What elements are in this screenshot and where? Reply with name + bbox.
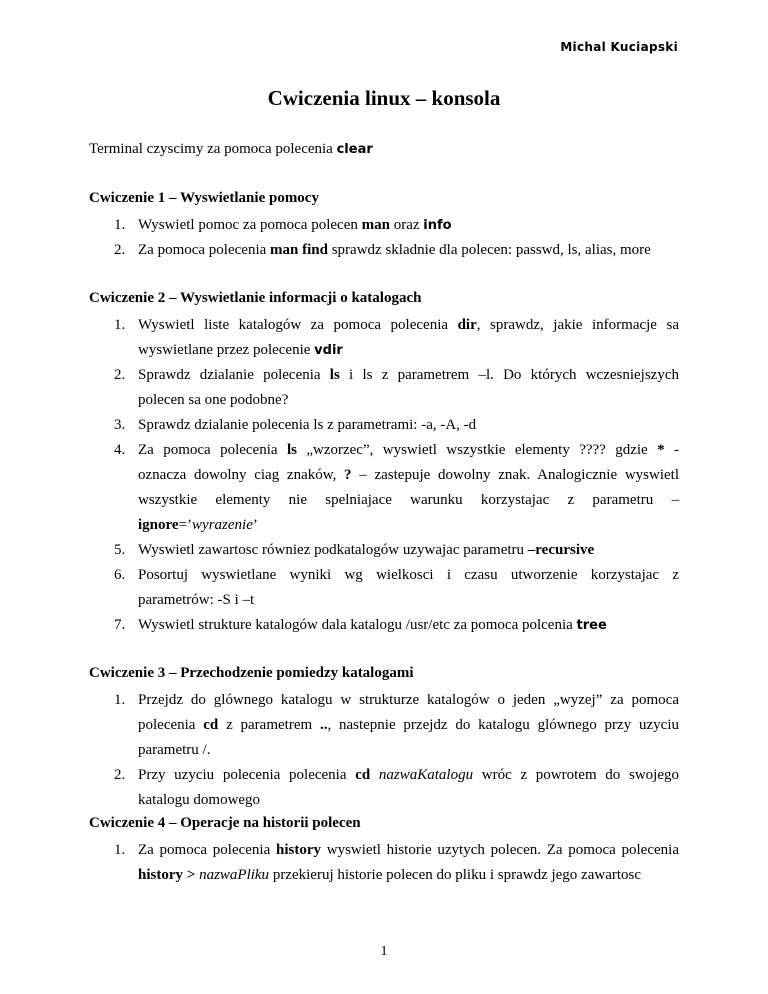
list-item: 1. Przejdz do glównego katalogu w strukturze katalogów o jeden „wyzej” za pomoca polecenia cd z parametrem .., nastepnie przejdz do katalogu glównego przy uzyciu parametru /. xyxy=(114,692,679,758)
list-item: 2. Przy uzyciu polecenia polecenia cd nazwaKatalogu wróc z powrotem do swojego katalogu domowego xyxy=(114,767,679,808)
list-item: 1. Wyswietl pomoc za pomoca polecen man oraz info xyxy=(114,217,452,233)
list-item: 1. Wyswietl liste katalogów za pomoca polecenia dir, sprawdz, jakie informacje sa wyswietlane przez polecenie vdir xyxy=(114,317,679,358)
page-title: Cwiczenia linux – konsola xyxy=(267,86,501,110)
list-item: 2. Za pomoca polecenia man find sprawdz skladnie dla polecen: passwd, ls, alias, more xyxy=(114,242,651,258)
list-item: 1. Za pomoca polecenia history wyswietl historie uzytych polecen. Za pomoca polecenia history > nazwaPliku przekieruj historie polecen do pliku i sprawdz jego zawartosc xyxy=(114,842,679,883)
section-heading: Cwiczenie 3 – Przechodzenie pomiedzy katalogami xyxy=(89,665,414,681)
author-header: Michal Kuciapski xyxy=(560,40,678,54)
list-item: 4. Za pomoca polecenia ls „wzorzec”, wyswietl wszystkie elementy ???? gdzie * - oznacza dowolny ciag znaków, ? – zastepuje dowolny znak. Analogicznie wyswietl wszystkie elementy nie spelniajace warunku korzystajac z parametru – ignore=’wyrazenie’ xyxy=(114,442,679,533)
list-item: 5. Wyswietl zawartosc równiez podkatalogów uzywajac parametru –recursive xyxy=(114,542,595,558)
list-item: 3. Sprawdz dzialanie polecenia ls z parametrami: -a, -A, -d xyxy=(114,417,477,433)
section-heading: Cwiczenie 2 – Wyswietlanie informacji o katalogach xyxy=(89,290,422,306)
list-item: 7. Wyswietl strukture katalogów dala katalogu /usr/etc za pomoca polcenia tree xyxy=(114,617,607,633)
intro-line: Terminal czyscimy za pomoca polecenia clear xyxy=(89,141,373,157)
section-heading: Cwiczenie 1 – Wyswietlanie pomocy xyxy=(89,190,319,206)
list-item: 2. Sprawdz dzialanie polecenia ls i ls z parametrem –l. Do których wczesniejszych polecen sa one podobne? xyxy=(114,367,679,408)
section-heading: Cwiczenie 4 – Operacje na historii polecen xyxy=(89,815,361,831)
list-item: 6. Posortuj wyswietlane wyniki wg wielkosci i czasu utworzenie korzystajac z parametrów: -S i –t xyxy=(114,567,679,608)
page-number: 1 xyxy=(380,944,388,959)
